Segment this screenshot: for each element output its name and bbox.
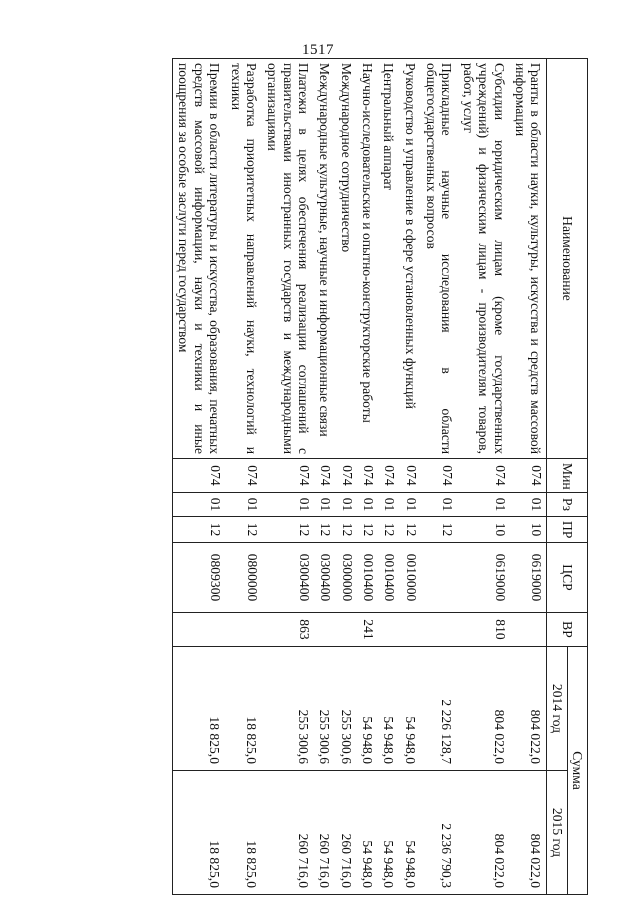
row-min: 074 — [457, 459, 509, 493]
row-sum-2014: 54 948,0 — [378, 647, 399, 771]
row-vr — [314, 613, 335, 647]
budget-table — [172, 58, 588, 895]
row-min: 074 — [314, 459, 335, 493]
table-row — [173, 59, 226, 895]
row-vr: 810 — [457, 613, 509, 647]
table-header — [547, 59, 588, 895]
row-csr: 0300000 — [335, 543, 356, 613]
row-min: 074 — [335, 459, 356, 493]
row-name: Субсидии юридическим лицам (кроме государственных учреждений) и физическим лицам - производителям товаров, работ, услуг — [457, 59, 509, 459]
row-pr: 12 — [262, 517, 314, 543]
row-sum-2015: 260 716,0 — [314, 771, 335, 895]
row-sum-2014: 255 300,6 — [335, 647, 356, 771]
table-row — [457, 59, 509, 895]
row-sum-2015: 54 948,0 — [357, 771, 378, 895]
row-sum-2014: 18 825,0 — [173, 647, 226, 771]
rotated-page-content — [106, 58, 588, 894]
row-vr — [399, 613, 420, 647]
row-min: 074 — [378, 459, 399, 493]
row-rz: 01 — [457, 493, 509, 517]
row-rz: 01 — [262, 493, 314, 517]
row-pr: 12 — [173, 517, 226, 543]
row-sum-2015: 54 948,0 — [399, 771, 420, 895]
header-year-2015: 2015 год — [547, 771, 567, 895]
header-vr: ВР — [547, 613, 588, 647]
row-pr: 12 — [225, 517, 262, 543]
row-vr — [335, 613, 356, 647]
row-vr — [378, 613, 399, 647]
row-name: Премии в области литературы и искусства, образования, печатных средств массовой информации, науки и техники и иные поощрения за особые заслуги перед государством — [173, 59, 226, 459]
row-pr: 12 — [357, 517, 378, 543]
header-name: Наименование — [547, 59, 588, 459]
table-row — [262, 59, 314, 895]
row-rz: 01 — [335, 493, 356, 517]
row-rz: 01 — [314, 493, 335, 517]
table-row — [357, 59, 378, 895]
row-sum-2014: 18 825,0 — [225, 647, 262, 771]
row-pr: 12 — [378, 517, 399, 543]
row-sum-2015: 18 825,0 — [225, 771, 262, 895]
row-sum-2015: 804 022,0 — [510, 771, 547, 895]
row-vr: 863 — [262, 613, 314, 647]
row-name: Руководство и управление в сфере установленных функций — [399, 59, 420, 459]
row-pr: 12 — [399, 517, 420, 543]
row-pr: 10 — [457, 517, 509, 543]
row-sum-2015: 260 716,0 — [335, 771, 356, 895]
row-min: 074 — [173, 459, 226, 493]
header-min: Мин — [547, 459, 588, 493]
row-csr: 0010400 — [357, 543, 378, 613]
row-rz: 01 — [510, 493, 547, 517]
row-pr: 12 — [335, 517, 356, 543]
header-sum: Сумма — [567, 647, 587, 895]
row-csr: 0010000 — [399, 543, 420, 613]
row-name: Прикладные научные исследования в области общегосударственных вопросов — [421, 59, 458, 459]
table-row — [421, 59, 458, 895]
row-name: Международные культурные, научные и информационные связи — [314, 59, 335, 459]
table-row — [335, 59, 356, 895]
row-csr — [421, 543, 458, 613]
row-sum-2014: 804 022,0 — [510, 647, 547, 771]
row-sum-2015: 54 948,0 — [378, 771, 399, 895]
row-rz: 01 — [173, 493, 226, 517]
table-body — [173, 59, 547, 895]
row-csr: 0010400 — [378, 543, 399, 613]
row-name: Научно-исследовательские и опытно-конструкторские работы — [357, 59, 378, 459]
row-sum-2014: 54 948,0 — [399, 647, 420, 771]
row-csr: 0619000 — [510, 543, 547, 613]
row-sum-2015: 18 825,0 — [173, 771, 226, 895]
row-rz: 01 — [225, 493, 262, 517]
row-min: 074 — [510, 459, 547, 493]
header-year-2014: 2014 год — [547, 647, 567, 771]
row-vr — [421, 613, 458, 647]
header-pr: ПР — [547, 517, 588, 543]
header-rz: Рз — [547, 493, 588, 517]
row-min: 074 — [225, 459, 262, 493]
table-row — [399, 59, 420, 895]
row-rz: 01 — [399, 493, 420, 517]
row-csr: 0809300 — [173, 543, 226, 613]
row-rz: 01 — [357, 493, 378, 517]
row-rz: 01 — [421, 493, 458, 517]
row-vr — [173, 613, 226, 647]
row-csr: 0800000 — [225, 543, 262, 613]
row-min: 074 — [262, 459, 314, 493]
page-number: 1517 — [302, 42, 334, 58]
header-csr: ЦСР — [547, 543, 588, 613]
row-vr — [510, 613, 547, 647]
table-row — [314, 59, 335, 895]
table-row — [378, 59, 399, 895]
row-csr: 0300400 — [262, 543, 314, 613]
row-sum-2015: 804 022,0 — [457, 771, 509, 895]
row-rz: 01 — [378, 493, 399, 517]
row-sum-2015: 2 236 790,3 — [421, 771, 458, 895]
row-name: Центральный аппарат — [378, 59, 399, 459]
row-csr: 0300400 — [314, 543, 335, 613]
row-pr: 12 — [421, 517, 458, 543]
row-sum-2014: 804 022,0 — [457, 647, 509, 771]
table-row — [510, 59, 547, 895]
row-name: Платежи в целях обеспечения реализации соглашений с правительствами иностранных государств и международными организациями — [262, 59, 314, 459]
row-name: Международное сотрудничество — [335, 59, 356, 459]
row-min: 074 — [357, 459, 378, 493]
row-sum-2014: 255 300,6 — [314, 647, 335, 771]
row-sum-2014: 54 948,0 — [357, 647, 378, 771]
row-sum-2014: 2 226 128,7 — [421, 647, 458, 771]
row-pr: 10 — [510, 517, 547, 543]
row-pr: 12 — [314, 517, 335, 543]
row-name: Разработка приоритетных направлений науки, технологий и техники — [225, 59, 262, 459]
row-min: 074 — [421, 459, 458, 493]
row-name: Гранты в области науки, культуры, искусства и средств массовой информации — [510, 59, 547, 459]
row-vr: 241 — [357, 613, 378, 647]
row-min: 074 — [399, 459, 420, 493]
row-vr — [225, 613, 262, 647]
table-row — [225, 59, 262, 895]
row-csr: 0619000 — [457, 543, 509, 613]
row-sum-2015: 260 716,0 — [262, 771, 314, 895]
row-sum-2014: 255 300,6 — [262, 647, 314, 771]
